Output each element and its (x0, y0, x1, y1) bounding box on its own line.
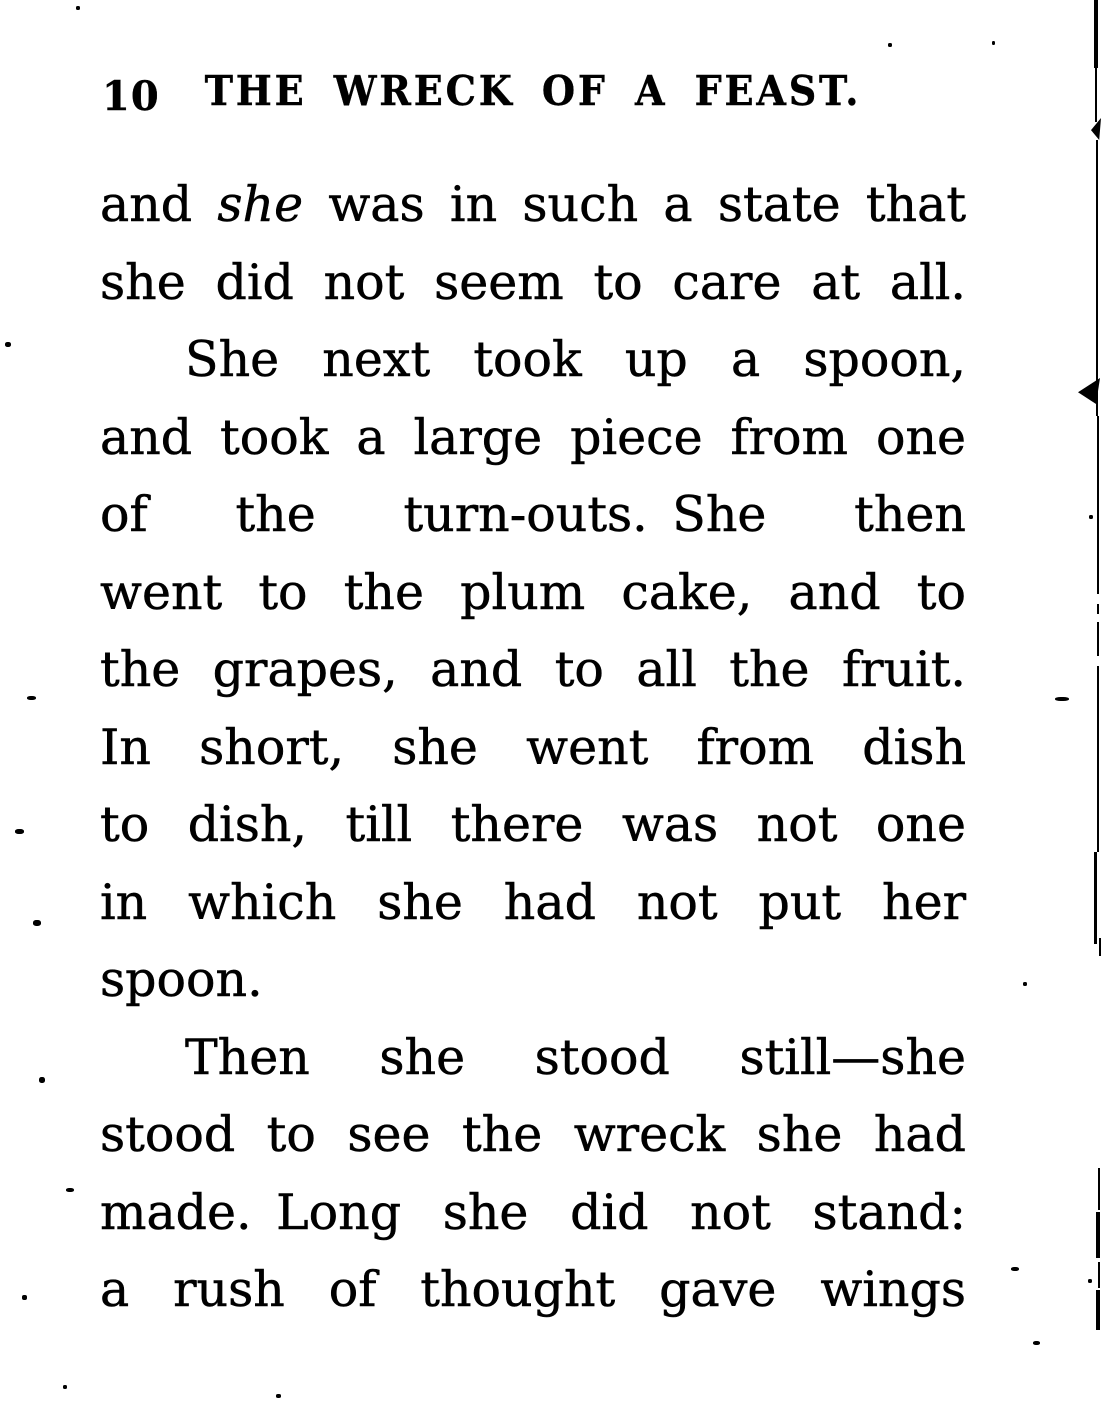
edge-line-segment (1094, 0, 1098, 68)
text-line (100, 476, 966, 554)
running-title: THE WRECK OF A FEAST. (204, 67, 862, 115)
edge-line-segment (1097, 622, 1099, 656)
ink-speck (33, 920, 41, 926)
ink-speck (992, 41, 995, 45)
ink-speck (66, 1188, 74, 1192)
ink-speck (5, 342, 11, 347)
edge-line-segment (1096, 1290, 1100, 1330)
text-line (100, 1096, 966, 1174)
text-line (100, 709, 966, 787)
text-line (100, 321, 966, 399)
text-segment: to dish, till there was not one (100, 796, 966, 853)
text-segment: and (100, 176, 218, 233)
ink-speck (63, 1385, 67, 1389)
edge-line-segment (1095, 68, 1097, 122)
text-segment: She next took up a spoon, (185, 331, 966, 388)
text-segment: went to the plum cake, and to (100, 563, 966, 621)
page-number: 10 (102, 73, 160, 120)
text-line (100, 631, 966, 709)
edge-line-segment (1098, 1262, 1100, 1288)
text-segment: made. Long she did not stand: (100, 1183, 966, 1241)
text-segment: and took a large piece from one (100, 408, 966, 466)
text-segment: she did not seem to care at all. (100, 253, 966, 311)
ink-speck (888, 43, 892, 47)
text-segment: Then she stood still—she (185, 1028, 966, 1086)
text-line (100, 166, 966, 244)
ink-speck (1011, 1267, 1019, 1271)
text-line (100, 1174, 966, 1252)
edge-line-segment (1097, 604, 1099, 614)
text-segment: In short, she went from dish (100, 718, 966, 776)
text-segment: stood to see the wreck she had (100, 1106, 966, 1163)
edge-line-segment (1097, 666, 1099, 852)
edge-line-segment (1098, 1168, 1100, 1210)
text-line (100, 1251, 966, 1329)
edge-line-segment (1097, 416, 1099, 594)
ink-speck (76, 6, 80, 10)
ink-speck (22, 1295, 27, 1300)
edge-line-segment (1096, 140, 1098, 358)
ink-speck (1088, 1279, 1092, 1283)
edge-line-segment (1099, 938, 1101, 956)
text-segment: of the turn-outs. She then (100, 486, 966, 543)
ink-speck (1055, 697, 1069, 701)
text-segment: in which she had not put her (100, 873, 966, 931)
edge-blob-mark (1078, 378, 1100, 404)
text-segment: the grapes, and to all the fruit. (100, 641, 966, 698)
ink-speck (1033, 1341, 1040, 1345)
text-line (100, 399, 966, 477)
text-line (100, 554, 966, 632)
edge-line-segment (1096, 358, 1098, 416)
ink-speck (276, 1394, 281, 1398)
edge-blob-mark (1091, 118, 1101, 140)
ink-speck (1023, 982, 1027, 986)
text-segment: was in such a state that (303, 176, 967, 233)
text-line (100, 786, 966, 864)
edge-line-segment (1094, 852, 1097, 944)
ink-speck (39, 1077, 45, 1083)
ink-speck (27, 696, 36, 700)
text-line (100, 864, 966, 942)
page-header (100, 68, 966, 118)
ink-speck (15, 829, 24, 834)
text-line (100, 1019, 966, 1097)
text-line (100, 244, 966, 322)
italic-word: she (217, 176, 304, 233)
text-segment: spoon. (100, 951, 263, 1008)
edge-line-segment (1096, 1212, 1100, 1258)
body-text (100, 166, 966, 1329)
text-line (100, 941, 966, 1019)
ink-speck (1089, 515, 1093, 519)
text-segment: a rush of thought gave wings (100, 1261, 966, 1318)
